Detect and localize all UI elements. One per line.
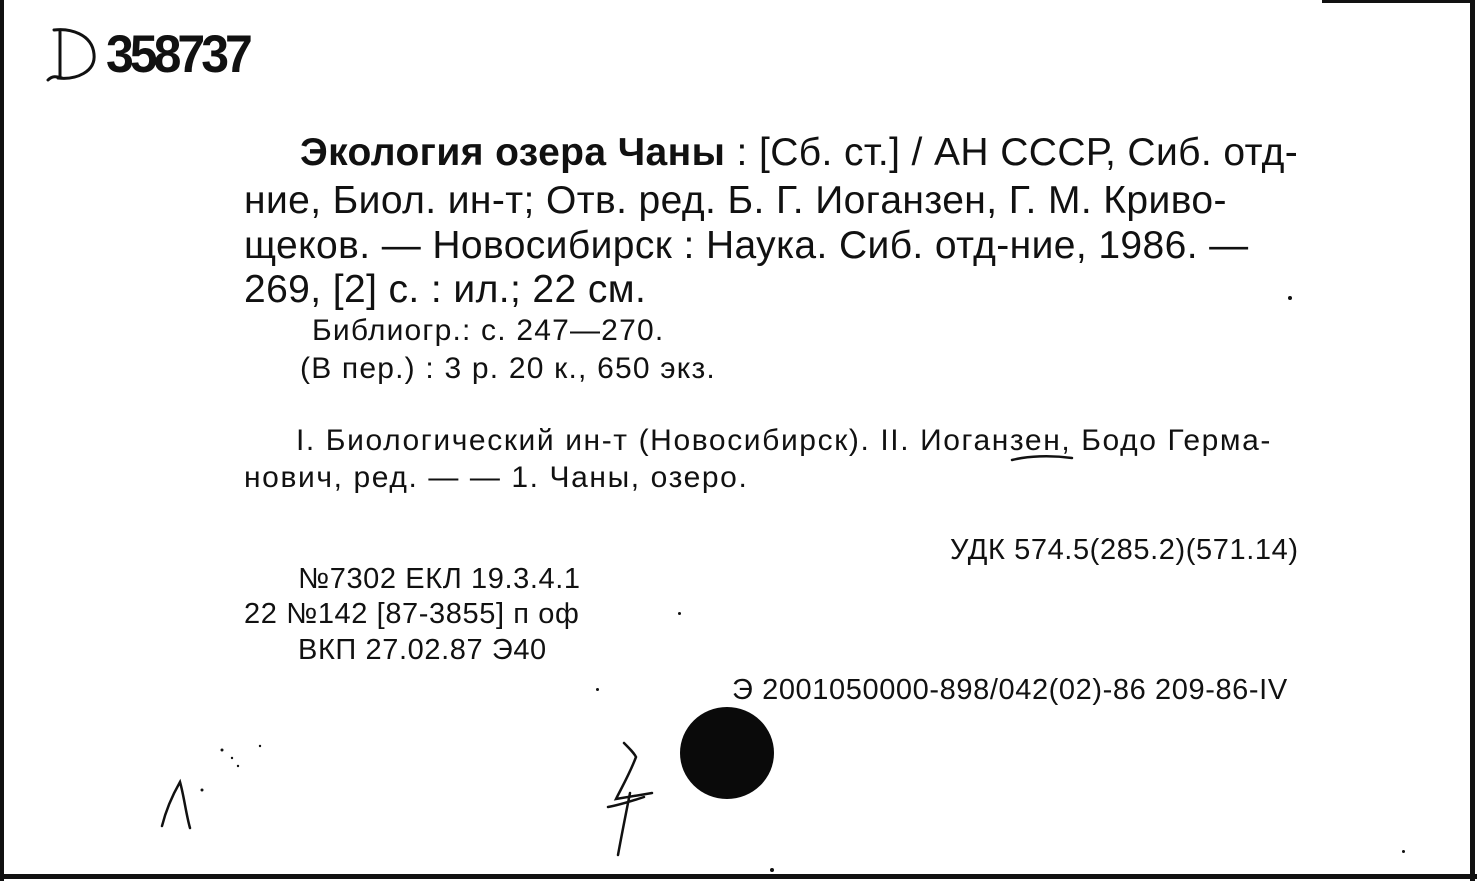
bibliography-note: Библиогр.: с. 247—270.	[312, 314, 665, 347]
registration-line-3: ВКП 27.02.87 Э40	[298, 634, 547, 666]
bib-line-4: 269, [2] с. : ил.; 22 см.	[244, 268, 647, 311]
subject-line-1: I. Биологический ин-т (Новосибирск). II. Иоганзен, Бодо Герма-	[296, 424, 1272, 457]
bib-line-1-rest: : [Сб. ст.] / АН СССР, Сиб. отд-	[725, 131, 1299, 174]
handwritten-one-icon	[150, 730, 270, 840]
bib-line-2: ние, Биол. ин-т; Отв. ред. Б. Г. Иогaнзен, Г. М. Криво-	[244, 179, 1227, 222]
bib-line-1	[300, 133, 1298, 172]
card-edge-bottom	[0, 874, 1477, 879]
handwritten-seven-icon	[600, 735, 690, 860]
speck	[678, 612, 681, 615]
speck	[1288, 296, 1292, 300]
registration-line-1: №7302 ЕКЛ 19.3.4.1	[298, 563, 581, 595]
subject-line-2: нович, ред. — — 1. Чаны, озеро.	[244, 461, 749, 494]
card-edge-top-mark	[1322, 0, 1470, 3]
speck	[596, 688, 599, 691]
card-edge-right	[1470, 0, 1475, 881]
punched-hole-mark	[680, 707, 774, 799]
card-identifier	[40, 22, 249, 86]
card-edge-left	[0, 0, 4, 881]
udc-code: УДК 574.5(285.2)(571.14)	[950, 534, 1299, 566]
registration-line-2: 22 №142 [87-3855] п оф	[244, 598, 580, 630]
price-note: (В пер.) : 3 р. 20 к., 650 экз.	[300, 352, 716, 385]
book-title: Экология озера Чаны	[300, 131, 726, 174]
card-id-mark-icon	[40, 24, 102, 84]
index-code: Э 2001050000-898/042(02)-86 209-86-IV	[732, 674, 1288, 706]
card-id-number: 358737	[106, 24, 249, 84]
underline-mark-icon	[1010, 452, 1074, 466]
speck	[1402, 850, 1405, 853]
bib-line-3: щеков. — Новосибирск : Наука. Сиб. отд-ние, 1986. —	[244, 224, 1249, 267]
speck	[770, 868, 774, 872]
